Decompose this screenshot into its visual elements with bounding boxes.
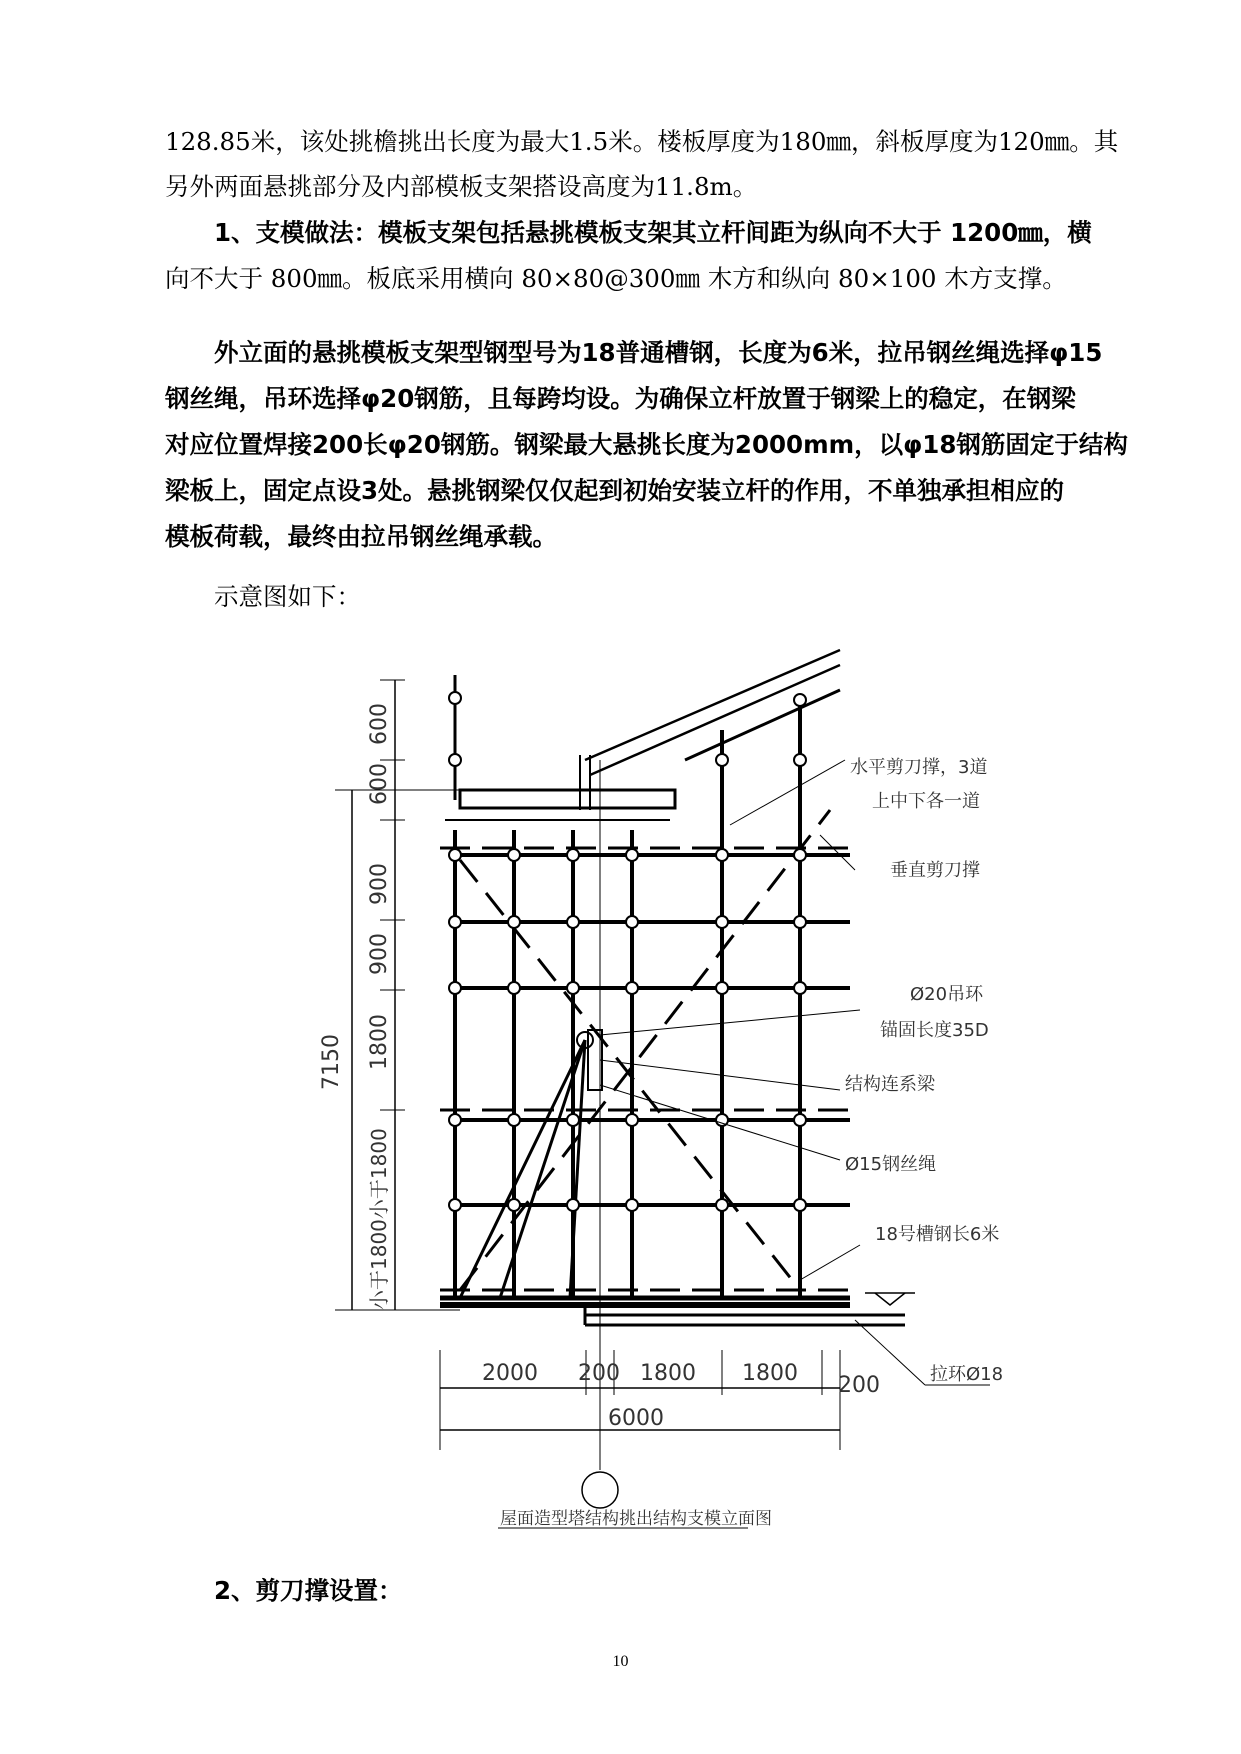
callout-horizontal-brace-note: 上中下各一道 <box>872 791 980 812</box>
section-heading: 2、剪刀撑设置： <box>214 1576 403 1605</box>
paragraph-1-line-1: 128.85米，该处挑檐挑出长度为最大1.5米。楼板厚度为180㎜，斜板厚度为120㎜。其 <box>165 127 1119 156</box>
dim-600-second: 600 <box>367 763 392 805</box>
dim-1800-a: 1800 <box>640 1361 696 1386</box>
dim-2000: 2000 <box>482 1361 538 1386</box>
dim-1800: 1800 <box>367 1014 392 1070</box>
dim-900-second: 900 <box>367 933 392 975</box>
paragraph-2-line-2: 向不大于 800㎜。板底采用横向 80×80@300㎜ 木方和纵向 80×100 木方支撑。 <box>165 264 1067 293</box>
paragraph-3-line-5: 模板荷载，最终由拉吊钢丝绳承载。 <box>165 522 557 551</box>
page-number: 10 <box>612 1653 629 1670</box>
paragraph-2-line-1: 1、支模做法：模板支架包括悬挑模板支架其立杆间距为纵向不大于 1200㎜，横 <box>214 218 1092 247</box>
callout-anchor-length: 锚固长度35D <box>880 1020 989 1041</box>
paragraph-3-line-2: 钢丝绳，吊环选择φ20钢筋，且每跨均设。为确保立杆放置于钢梁上的稳定，在钢梁 <box>165 384 1076 413</box>
dim-total-7150: 7150 <box>319 1034 344 1090</box>
dim-900-first: 900 <box>367 863 392 905</box>
paragraph-3-line-4: 梁板上，固定点设3处。悬挑钢梁仅仅起到初始安装立杆的作用，不单独承担相应的 <box>165 476 1065 505</box>
paragraph-3-line-3: 对应位置焊接200长φ20钢筋。钢梁最大悬挑长度为2000mm，以φ18钢筋固定于结构 <box>165 430 1128 459</box>
dim-less-than-1800: 小于1800小于1800 <box>367 1128 391 1310</box>
dim-200-left: 200 <box>578 1361 620 1386</box>
paragraph-3-line-1: 外立面的悬挑模板支架型钢型号为18普通槽钢，长度为6米，拉吊钢丝绳选择φ15 <box>214 338 1103 367</box>
callout-channel-steel: 18号槽钢长6米 <box>875 1224 1000 1245</box>
paragraph-1-line-2: 另外两面悬挑部分及内部模板支架搭设高度为11.8m。 <box>165 172 758 201</box>
callout-tie-beam: 结构连系梁 <box>845 1074 935 1095</box>
diagram-callouts <box>845 757 1003 1385</box>
dim-600-top: 600 <box>367 703 392 745</box>
callout-lifting-ring: Ø20吊环 <box>910 984 984 1005</box>
diagram-caption: 屋面造型塔结构挑出结构支模立面图 <box>500 1509 772 1529</box>
dim-1800-b: 1800 <box>742 1361 798 1386</box>
callout-wire-rope: Ø15钢丝绳 <box>845 1154 937 1175</box>
dim-200-right: 200 <box>838 1373 880 1398</box>
paragraph-4-intro: 示意图如下： <box>214 582 361 611</box>
dim-total-6000: 6000 <box>608 1406 664 1431</box>
callout-vertical-brace: 垂直剪刀撑 <box>890 860 980 881</box>
callout-pull-ring: 拉环Ø18 <box>930 1364 1004 1385</box>
callout-horizontal-brace: 水平剪刀撑，3道 <box>850 757 988 778</box>
